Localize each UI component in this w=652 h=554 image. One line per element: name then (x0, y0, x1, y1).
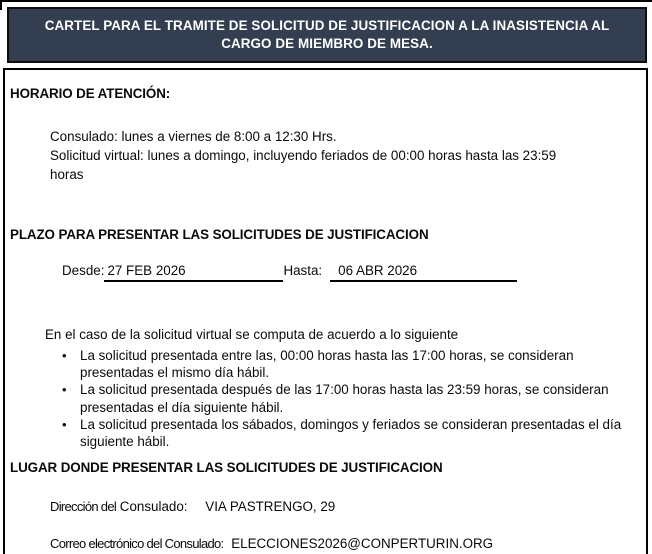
hasta-field (330, 261, 517, 282)
virtual-rules-list (10, 347, 646, 450)
hasta-value: 06 ABR 2026 (338, 263, 418, 278)
section-heading-horario: HORARIO DE ATENCIÓN: (10, 86, 171, 101)
section-heading-plazo: PLAZO PARA PRESENTAR LAS SOLICITUDES DE JUSTIFICACION (10, 227, 429, 242)
virtual-rule-item: • La solicitud presentada después de las 17:00 horas hasta las 23:59 horas, se consideran presentadas el día siguiente hábil. (80, 381, 646, 415)
document-body (3, 68, 648, 554)
virtual-rule-item: • La solicitud presentada entre las, 00:00 horas hasta las 17:00 horas, se consideran presentadas el mismo día hábil. (80, 347, 646, 381)
correo-line (50, 535, 646, 552)
direccion-label: Consulado: (119, 499, 188, 515)
top-left-border-tick (0, 0, 2, 10)
horario-consulado-line: Consulado: lunes a viernes de 8:00 a 12:30 Hrs. (50, 129, 337, 144)
section-heading-lugar: LUGAR DONDE PRESENTAR LAS SOLICITUDES DE JUSTIFICACION (10, 460, 443, 476)
desde-value: 27 FEB 2026 (107, 263, 186, 278)
correo-value: ELECCIONES2026@CONPERTURIN.ORG (231, 536, 494, 552)
horario-details (50, 127, 590, 184)
virtual-computation-note: En el caso de la solicitud virtual se computa de acuerdo a lo siguiente (45, 327, 459, 342)
date-range-line (62, 261, 646, 282)
virtual-rule-item: • La solicitud presentada los sábados, domingos y feriados se consideran presentadas el día siguiente hábil. (80, 416, 646, 450)
correo-label: Correo electrónico del Consulado: (50, 536, 224, 552)
hasta-label: Hasta: (283, 263, 323, 278)
direccion-label-narrow: Dirección del (50, 499, 117, 515)
desde-label: Desde: (62, 263, 105, 278)
top-border-line (0, 0, 652, 2)
document-title: CARTEL PARA EL TRAMITE DE SOLICITUD DE JUSTIFICACION A LA INASISTENCIA AL CARGO DE MIEMBRO DE MESA. (44, 18, 610, 51)
horario-virtual-line: Solicitud virtual: lunes a domingo, incluyendo feriados de 00:00 horas hasta las 23:59 horas (50, 148, 557, 182)
desde-field (104, 261, 283, 282)
title-banner (7, 7, 647, 63)
direccion-line (50, 498, 646, 515)
direccion-value: VIA PASTRENGO, 29 (205, 499, 336, 515)
